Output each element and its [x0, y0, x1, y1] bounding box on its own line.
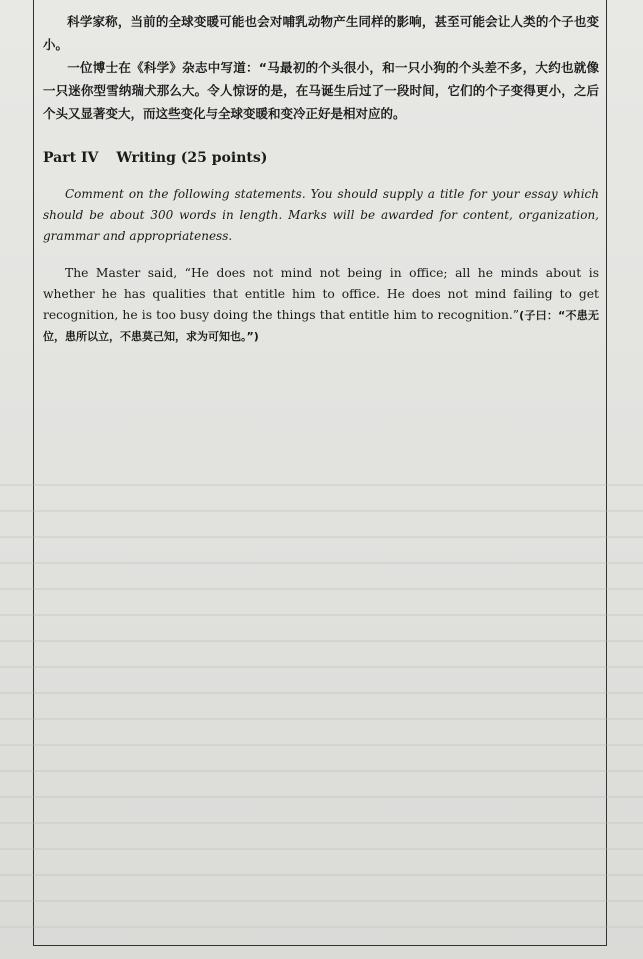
passage-paragraph-1	[43, 10, 599, 56]
quote-english: The Master said, “He does not mind not being in office; all he minds about is whether he has qualities that entitle him to office. He does not mind failing to get recognition, he is too busy doing the things that entitle him to recognition.”	[43, 266, 599, 322]
show-through-texture	[0, 470, 643, 950]
page-content	[43, 10, 599, 347]
writing-directions-text: Comment on the following statements. You should supply a title for your essay which should be about 300 words in length. Marks will be awarded for content, organization, grammar and appropriateness.	[43, 187, 599, 243]
passage-paragraph-1-text: 科学家称，当前的全球变暖可能也会对哺乳动物产生同样的影响，甚至可能会让人类的个子也变小。	[43, 14, 599, 52]
passage-paragraph-2-text: 一位博士在《科学》杂志中写道：“马最初的个头很小，和一只小狗的个头差不多，大约也就像一只迷你型雪纳瑞犬那么大。令人惊讶的是，在马诞生后过了一段时间，它们的个子变得更小，之后个头又显著变大，而这些变化与全球变暖和变冷正好是相对应的。	[43, 60, 599, 121]
section-heading	[43, 148, 599, 168]
passage-paragraph-2	[43, 56, 599, 125]
section-heading-title: Writing (25 points)	[116, 150, 268, 166]
writing-prompt-quote	[43, 263, 599, 347]
writing-directions	[43, 184, 599, 247]
quote-chinese: (子曰：“不患无位，患所以立，不患莫己知，求为可知也。”)	[43, 309, 599, 343]
section-heading-part: Part IV	[43, 150, 99, 166]
